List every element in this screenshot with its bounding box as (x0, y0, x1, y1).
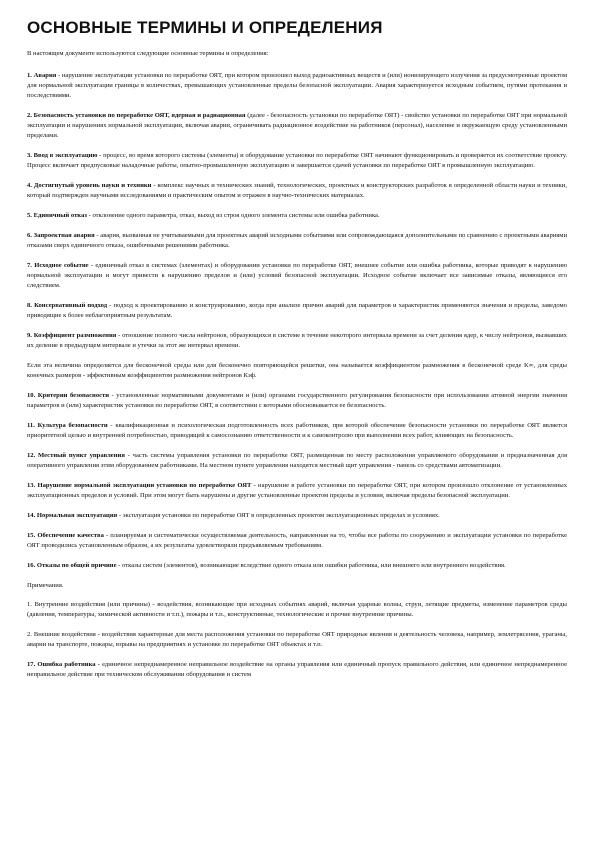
term-name: Исходное событие (34, 262, 89, 269)
term-definition: - нарушение в работе установки по переработке ОЯТ, при котором произошло отклонение от установленных эксплуатационных пределов и условий. При этом могут быть нарушены и другие установленные проектом пределы и условия, включая пределы безопасной эксплуатации. (27, 482, 567, 499)
term-definition: - часть системы управления установки по переработке ОЯТ, размещенная по месту расположения управляемого оборудования и предназначенная для оперативного управления этим оборудованием работниками. На местном пункте управления находятся местный щит управления - панель со средствами автоматизации. (27, 452, 567, 469)
term-paragraph (27, 181, 567, 201)
term-paragraph (27, 481, 567, 501)
term-name: Ошибка работника (37, 661, 96, 668)
term-number: 17. (27, 661, 36, 668)
term-definition: - отказы систем (элементов), возникающие вследствие одного отказа или ошибки работника, или внешнего или внутреннего воздействия. (116, 562, 506, 569)
term-paragraph (27, 151, 567, 171)
term-paragraph (27, 660, 567, 680)
term-definition: - установленные нормативными документами и (или) органами государственного регулирования безопасности при использовании атомной энергии значения параметров и (или) характеристик установки по переработке ОЯТ, в соответствии с которыми обосновывается ее безопасность. (27, 392, 567, 409)
notes-list (27, 600, 567, 650)
term-number: 6. (27, 232, 32, 239)
term-definition: Если эта величина определяется для бесконечной среды или для бесконечно повторяющейся решетки, она называется коэффициентом размножения в бесконечной среде K∞, для среды конечных размеров - эффективным коэффициентом размножения нейтронов Кэф. (27, 362, 567, 379)
term-name: Обеспечение качества (37, 532, 104, 539)
term-definition: - комплекс научных и технических знаний, технологических, проектных и конструкторских разработок в определенной области науки и техники, который подтвержден научными исследованиями и практическим опытом и отражен в научно-технических материалах. (27, 182, 567, 199)
term-name: Нарушение нормальной эксплуатации установки по переработке ОЯТ (37, 482, 252, 489)
document-title: ОСНОВНЫЕ ТЕРМИНЫ И ОПРЕДЕЛЕНИЯ (27, 18, 383, 37)
term-number: 7. (27, 262, 32, 269)
term-name: Критерии безопасности (37, 392, 110, 399)
term-paragraph (27, 561, 567, 571)
term-paragraph (27, 391, 567, 411)
note-number: 2. (27, 631, 32, 638)
term-definition: - единичное непреднамеренное неправильное воздействие на органы управления или единичный пропуск правильного действия, или единичное непреднамеренное неправильное действие при техническом обслуживании оборудования и систем (27, 661, 567, 678)
term-paragraph (27, 211, 567, 221)
term-name: Консервативный подход (34, 302, 108, 309)
term-paragraph (27, 231, 567, 251)
term-name: Коэффициент размножения (33, 332, 117, 339)
term-definition: - процесс, во время которого системы (элементы) и оборудование установки по переработке ОЯТ начинают функционировать и проверяется их соответствие проекту. Процесс включает предпусковые наладочные работы, опытно-промышленную эксплуатацию и завершается сдачей установки по переработке ОЯТ в промышленную эксплуатацию. (27, 152, 567, 169)
note-text: Внутренние воздействия (или причины) - воздействия, возникающие при исходных событиях аварий, включая ударные волны, струи, летящие предметы, изменение параметров среды (давления, температуры, химической активности и т.п.), пожары и т.п., конструктивные, технологические и прочие внутренние причины. (27, 601, 567, 618)
term-paragraph (27, 331, 567, 351)
term-name: Единичный отказ (33, 212, 87, 219)
term-number: 8. (27, 302, 32, 309)
term-number: 16. (27, 562, 36, 569)
term-name: Культура безопасности (37, 422, 108, 429)
term-name: Авария (33, 72, 57, 79)
term-definition: - эксплуатация установки по переработке ОЯТ в определенных проектом эксплуатационных пределах и условиях. (117, 512, 440, 519)
term-paragraph (27, 301, 567, 321)
term-definition: (далее - безопасность установки по переработке ОЯТ) - свойство установки по переработке ОЯТ при нормальной эксплуатации и нарушениях нормальной эксплуатации, включая аварии, ограничивать радиационное воздействие на работников (персонал), население и окружающую среду установленными пределами. (27, 112, 567, 139)
note-paragraph (27, 630, 567, 650)
term-definition: - квалификационная и психологическая подготовленность всех работников, при которой обеспечение безопасности установки по переработке ОЯТ является приоритетной целью и внутренней потребностью, приводящей к самосознанию ответственности и к самоконтролю при выполнении всех работ, влияющих на безопасность. (27, 422, 567, 439)
term-definition: - авария, вызванная не учитываемыми для проектных аварий исходными событиями или сопровождающаяся дополнительными по сравнению с проектными авариями отказами сверх единичного отказа, ошибочными решениями работника. (27, 232, 567, 249)
term-number: 10. (27, 392, 36, 399)
term-paragraph (27, 71, 567, 101)
term-definition: - подход к проектированию и конструированию, когда при анализе причин аварий для параметров и характеристик применяются значения и пределы, заведомо приводящие к более неблагоприятным результатам. (27, 302, 567, 319)
term-name: Отказы по общей причине (36, 562, 117, 569)
notes-heading: Примечания. (27, 582, 64, 589)
term-definition: - нарушение эксплуатации установки по переработке ОЯТ, при котором произошел выход радиоактивных веществ и (или) ионизирующего излучения за предусмотренные проектом для нормальной эксплуатации границы в количествах, превышающих установленные пределы безопасной эксплуатации. Авария характеризуется исходным событием, путями протекания и последствиями. (27, 72, 568, 99)
note-number: 1. (27, 601, 32, 608)
term-name: Ввод в эксплуатацию (33, 152, 98, 159)
term-definition: - отклонение одного параметра, отказ, выход из строя одного элемента системы или ошибка работника. (86, 212, 380, 219)
note-text: Внешние воздействия - воздействия характерные для места расположения установки по переработке ОЯТ природные явления и деятельность человека, например, землетрясения, ураганы, аварии на транспорте, пожары, взрывы на предприятиях и установке по переработке ОЯТ объектах и т.п. (27, 631, 567, 648)
term-paragraph (27, 111, 567, 141)
term-number: 9. (27, 332, 32, 339)
term-paragraph (27, 361, 567, 381)
term-number: 5. (27, 212, 32, 219)
term-name: Нормальная эксплуатация (36, 512, 118, 519)
term-number: 15. (27, 532, 36, 539)
term-number: 11. (27, 422, 35, 429)
term-number: 13. (27, 482, 36, 489)
term-number: 2. (27, 112, 32, 119)
term-name: Запроектная авария (33, 232, 95, 239)
term-paragraph (27, 531, 567, 551)
term-number: 14. (27, 512, 36, 519)
term-number: 4. (27, 182, 32, 189)
term-paragraph (27, 511, 567, 521)
term-definition: - планируемая и систематически осуществляемая деятельность, направленная на то, чтобы все работы по сооружению и эксплуатации установки по переработке ОЯТ проводились установленным образом, а их результаты удовлетворяли предъявляемым требованиям. (27, 532, 568, 549)
term-name: Местный пункт управления (38, 452, 125, 459)
intro-text: В настоящем документе используются следующие основные термины и определения: (27, 50, 269, 57)
term-number: 1. (27, 72, 32, 79)
term-definition: - отношение полного числа нейтронов, образующихся в системе в течение некоторого интервала времени за счет деления ядер, к числу нейтронов, вызвавших их деление в предыдущем интервале и утечки за этот же интервал времени. (27, 332, 567, 349)
term-name: Достигнутый уровень науки и техники (33, 182, 152, 189)
term-paragraph (27, 421, 567, 441)
note-paragraph (27, 600, 567, 620)
terms-list (27, 71, 567, 571)
term-name: Безопасность установки по переработке ОЯТ, ядерная и радиационная (33, 112, 246, 119)
term-paragraph (27, 451, 567, 471)
term-number: 3. (27, 152, 32, 159)
term-number: 12. (27, 452, 36, 459)
term-definition: - единичный отказ в системах (элементах) и оборудовании установки по переработке ОЯТ, внешнее событие или ошибка работника, которые приводят к нарушению нормальной эксплуатации и могут привести к нарушению пределов и (или) условий безопасной эксплуатации. Исходное событие включает все зависимые отказы, являющиеся его следствием. (27, 262, 568, 289)
term-paragraph (27, 261, 567, 291)
